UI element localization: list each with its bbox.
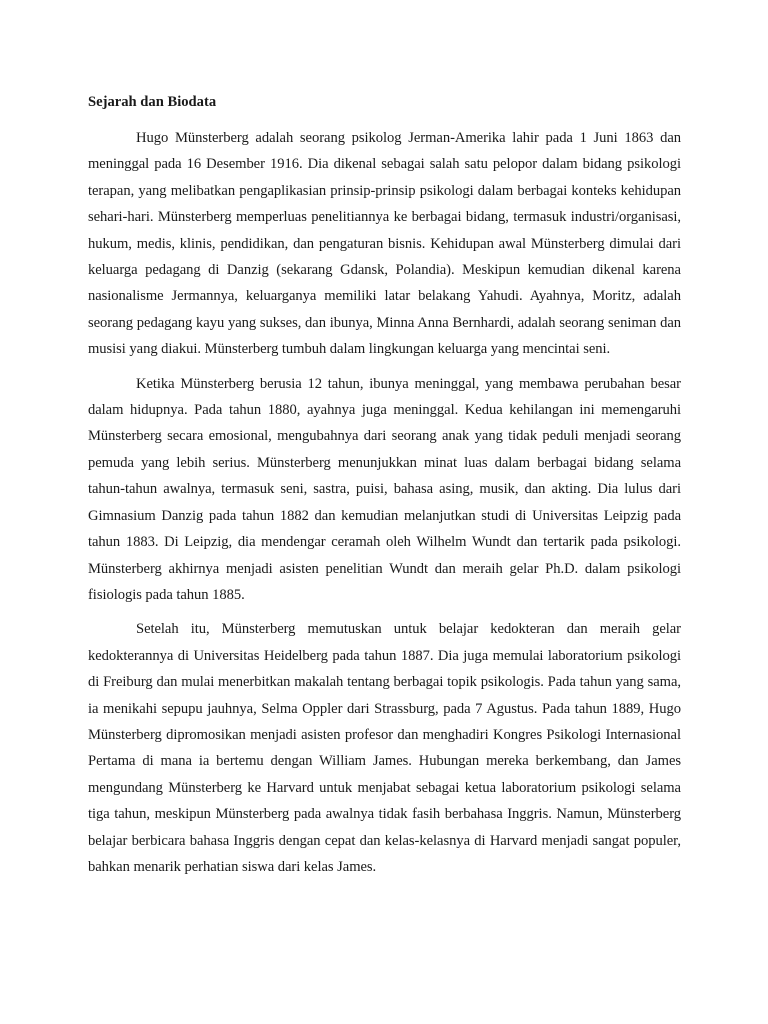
document-body xyxy=(88,92,681,888)
section-heading: Sejarah dan Biodata xyxy=(88,94,217,110)
paragraph-education: Ketika Münsterberg berusia 12 tahun, ibunya meninggal, yang membawa perubahan besar dalam hidupnya. Pada tahun 1880, ayahnya juga meninggal. Kedua kehilangan ini memengaruhi Münsterberg secara emosional, mengubahnya dari seorang anak yang tidak peduli menjadi seorang pemuda yang lebih serius. Münsterberg menunjukkan minat luas dalam berbagai bidang selama tahun-tahun awalnya, termasuk seni, sastra, puisi, bahasa asing, musik, dan akting. Dia lulus dari Gimnasium Danzig pada tahun 1882 dan kemudian melanjutkan studi di Universitas Leipzig pada tahun 1883. Di Leipzig, dia mendengar ceramah oleh Wilhelm Wundt dan tertarik pada psikologi. Münsterberg akhirnya menjadi asisten penelitian Wundt dan meraih gelar Ph.D. dalam psikologi fisiologis pada tahun 1885. xyxy=(88,375,681,603)
paragraph-career: Setelah itu, Münsterberg memutuskan untuk belajar kedokteran dan meraih gelar kedokterannya di Universitas Heidelberg pada tahun 1887. Dia juga memulai laboratorium psikologi di Freiburg dan mulai menerbitkan makalah tentang berbagai topik psikologis. Pada tahun yang sama, ia menikahi sepupu jauhnya, Selma Oppler dari Strassburg, pada 7 Agustus. Pada tahun 1889, Hugo Münsterberg dipromosikan menjadi asisten profesor dan menghadiri Kongres Psikologi Internasional Pertama di mana ia bertemu dengan William James. Hubungan mereka berkembang, dan James mengundang Münsterberg ke Harvard untuk menjabat sebagai ketua laboratorium psikologi selama tiga tahun, meskipun Münsterberg pada awalnya tidak fasih berbahasa Inggris. Namun, Münsterberg belajar berbicara bahasa Inggris dengan cepat dan kelas-kelasnya di Harvard menjadi sangat populer, bahkan menarik perhatian siswa dari kelas James. xyxy=(88,621,681,875)
paragraph-early-life: Hugo Münsterberg adalah seorang psikolog Jerman-Amerika lahir pada 1 Juni 1863 dan meninggal pada 16 Desember 1916. Dia dikenal sebagai salah satu pelopor dalam bidang psikologi terapan, yang melibatkan pengaplikasian prinsip-prinsip psikologi dalam berbagai konteks kehidupan sehari-hari. Münsterberg memperluas penelitiannya ke berbagai bidang, termasuk industri/organisasi, hukum, medis, klinis, pendidikan, dan pengaturan bisnis. Kehidupan awal Münsterberg dimulai dari keluarga pedagang di Danzig (sekarang Gdansk, Polandia). Meskipun kemudian dikenal karena nasionalisme Jermannya, keluarganya memiliki latar belakang Yahudi. Ayahnya, Moritz, adalah seorang pedagang kayu yang sukses, dan ibunya, Minna Anna Bernhardi, adalah seorang seniman dan musisi yang diakui. Münsterberg tumbuh dalam lingkungan keluarga yang mencintai seni. xyxy=(88,130,681,358)
